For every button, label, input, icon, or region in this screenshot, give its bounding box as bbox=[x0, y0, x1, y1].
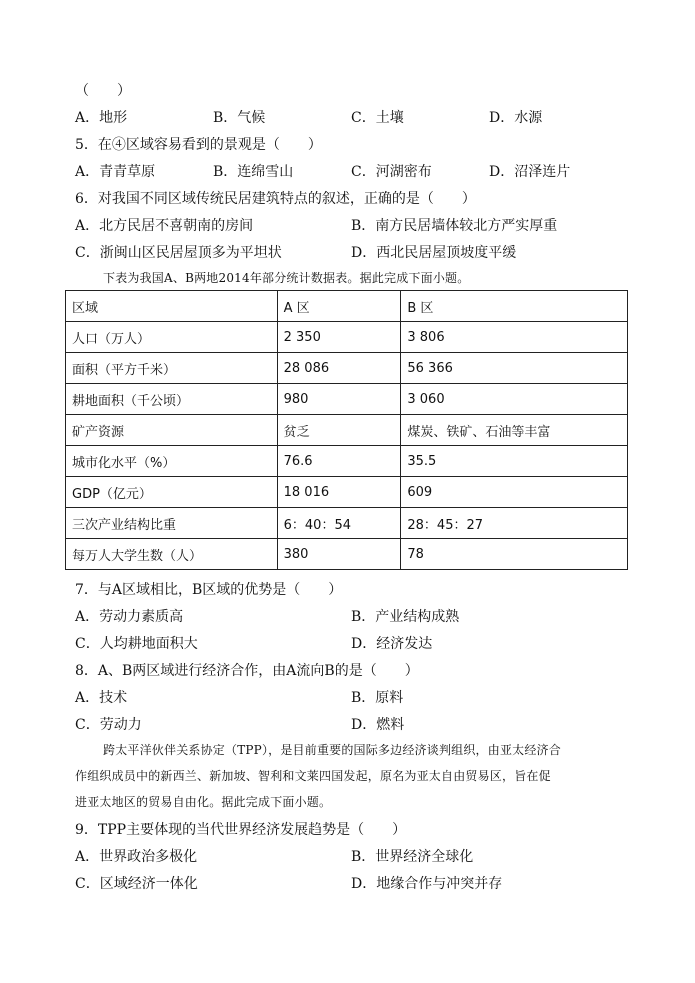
header-cell-region: 区域 bbox=[66, 291, 278, 322]
option-a: A．劳动力素质高 bbox=[75, 609, 184, 625]
option-c: C．人均耕地面积大 bbox=[75, 636, 198, 652]
table-cell: 28：45：27 bbox=[401, 508, 628, 539]
table-cell: 3 806 bbox=[401, 322, 628, 353]
table-cell: 980 bbox=[277, 384, 401, 415]
option-b: B．连绵雪山 bbox=[213, 164, 294, 180]
option-b: B．南方民居墙体较北方严实厚重 bbox=[351, 218, 558, 234]
table-cell: 78 bbox=[401, 539, 628, 570]
table-cell: 6：40：54 bbox=[277, 508, 401, 539]
option-d: D．沼泽连片 bbox=[489, 164, 571, 180]
option-a: A．地形 bbox=[75, 110, 128, 126]
table-cell: 矿产资源 bbox=[66, 415, 278, 446]
table-cell: 380 bbox=[277, 539, 401, 570]
question-5-options bbox=[75, 162, 635, 182]
table-cell: 2 350 bbox=[277, 322, 401, 353]
table-cell: 28 086 bbox=[277, 353, 401, 384]
question-6-options-row2 bbox=[75, 243, 635, 263]
option-b: B．产业结构成熟 bbox=[351, 609, 460, 625]
question-9-options-row2 bbox=[75, 874, 635, 894]
table-row bbox=[66, 508, 628, 539]
option-c: C．土壤 bbox=[351, 110, 404, 126]
table-cell: 18 016 bbox=[277, 477, 401, 508]
table-header-row bbox=[66, 291, 628, 322]
table-row bbox=[66, 415, 628, 446]
tpp-intro-line-1: 跨太平洋伙伴关系协定（TPP），是目前重要的国际多边经济谈判组织，由亚太经济合 bbox=[103, 743, 561, 757]
option-d: D．燃料 bbox=[351, 717, 405, 733]
question-6-options-row1 bbox=[75, 216, 635, 236]
question-8-options-row1 bbox=[75, 688, 635, 708]
option-b: B．气候 bbox=[213, 110, 266, 126]
table-intro: 下表为我国A、B两地2014年部分统计数据表。据此完成下面小题。 bbox=[103, 271, 470, 285]
table-cell: 3 060 bbox=[401, 384, 628, 415]
table-cell: 人口（万人） bbox=[66, 322, 278, 353]
header-cell-b: B 区 bbox=[401, 291, 628, 322]
option-c: C．河湖密布 bbox=[351, 164, 432, 180]
option-d: D．西北民居屋顶坡度平缓 bbox=[351, 245, 517, 261]
header-cell-a: A 区 bbox=[277, 291, 401, 322]
question-5-stem: 5．在④区域容易看到的景观是（ ） bbox=[75, 137, 322, 153]
tpp-intro-line-3: 进亚太地区的贸易自由化。据此完成下面小题。 bbox=[75, 795, 332, 809]
option-c: C．浙闽山区民居屋顶多为平坦状 bbox=[75, 245, 282, 261]
table-cell: 贫乏 bbox=[277, 415, 401, 446]
table-cell: 56 366 bbox=[401, 353, 628, 384]
answer-bracket: （ ） bbox=[75, 83, 131, 99]
option-a: A．北方民居不喜朝南的房间 bbox=[75, 218, 254, 234]
question-6-stem: 6．对我国不同区域传统民居建筑特点的叙述，正确的是（ ） bbox=[75, 191, 476, 207]
table-row bbox=[66, 539, 628, 570]
tpp-intro-line-2: 作组织成员中的新西兰、新加坡、智利和文莱四国发起，原名为亚太自由贸易区，旨在促 bbox=[75, 769, 551, 783]
option-c: C．劳动力 bbox=[75, 717, 142, 733]
table-cell: 每万人大学生数（人） bbox=[66, 539, 278, 570]
option-a: A．技术 bbox=[75, 690, 128, 706]
table-row bbox=[66, 477, 628, 508]
table-cell: 76.6 bbox=[277, 446, 401, 477]
question-9-stem: 9．TPP主要体现的当代世界经济发展趋势是（ ） bbox=[75, 822, 407, 838]
table-row bbox=[66, 353, 628, 384]
option-a: A．青青草原 bbox=[75, 164, 156, 180]
table-row bbox=[66, 446, 628, 477]
statistics-table bbox=[65, 290, 628, 570]
option-a: A．世界政治多极化 bbox=[75, 849, 198, 865]
table-cell: 35.5 bbox=[401, 446, 628, 477]
question-8-stem: 8．A、B两区域进行经济合作，由A流向B的是（ ） bbox=[75, 663, 419, 679]
top-options bbox=[75, 108, 635, 128]
question-7-stem: 7．与A区域相比，B区域的优势是（ ） bbox=[75, 582, 343, 598]
option-d: D．地缘合作与冲突并存 bbox=[351, 876, 503, 892]
option-d: D．水源 bbox=[489, 110, 543, 126]
question-7-options-row2 bbox=[75, 634, 635, 654]
question-7-options-row1 bbox=[75, 607, 635, 627]
option-b: B．原料 bbox=[351, 690, 404, 706]
question-8-options-row2 bbox=[75, 715, 635, 735]
question-9-options-row1 bbox=[75, 847, 635, 867]
table-cell: 耕地面积（千公顷） bbox=[66, 384, 278, 415]
table-row bbox=[66, 384, 628, 415]
table-cell: 煤炭、铁矿、石油等丰富 bbox=[401, 415, 628, 446]
table-cell: GDP（亿元） bbox=[66, 477, 278, 508]
option-c: C．区域经济一体化 bbox=[75, 876, 198, 892]
table-cell: 城市化水平（%） bbox=[66, 446, 278, 477]
table-cell: 609 bbox=[401, 477, 628, 508]
table-cell: 三次产业结构比重 bbox=[66, 508, 278, 539]
table-cell: 面积（平方千米） bbox=[66, 353, 278, 384]
option-b: B．世界经济全球化 bbox=[351, 849, 474, 865]
option-d: D．经济发达 bbox=[351, 636, 433, 652]
table-row bbox=[66, 322, 628, 353]
